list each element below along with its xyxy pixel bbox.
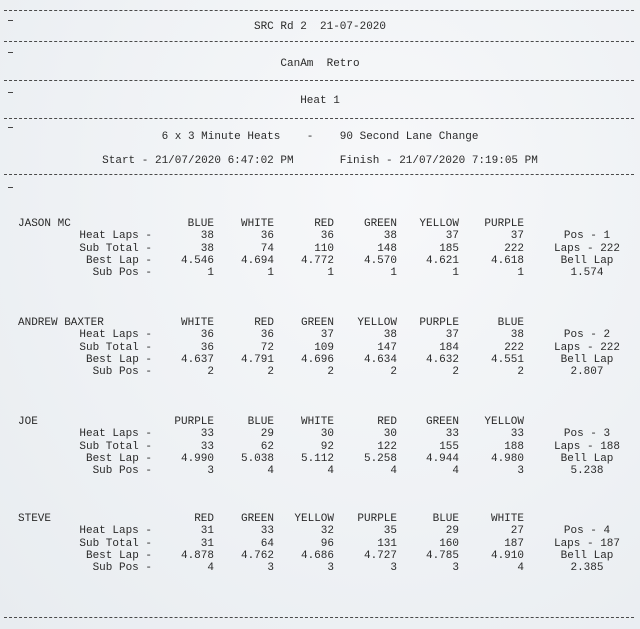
sub-pos-cell: 3	[452, 562, 459, 575]
best-lap-cell: 5.038	[240, 452, 274, 465]
pos-summary: Pos - 1	[563, 230, 611, 243]
heat-laps-cell: 38	[383, 230, 397, 243]
best-lap-cell: 4.546	[180, 254, 214, 267]
sub-pos-cell: 4	[452, 465, 459, 478]
heat-title: Heat 1	[300, 95, 340, 107]
bell-lap-summary: 2.385	[570, 562, 604, 575]
best-lap-cell: 5.258	[363, 452, 397, 465]
sub-total-cell: 222	[504, 341, 524, 354]
laps-summary: Laps - 187	[553, 537, 620, 550]
heat-laps-cell: 33	[510, 428, 524, 441]
lane-header: PURPLE	[174, 416, 214, 428]
bell-label-summary: Bell Lap	[560, 549, 614, 562]
best-lap-cell: 4.878	[180, 549, 214, 562]
sub-total-cell: 110	[314, 242, 334, 255]
sub-total-cell: 64	[260, 537, 274, 550]
sub-total-cell: 155	[439, 440, 459, 453]
row-label: Best Lap -	[85, 549, 152, 562]
row-label: Sub Total -	[79, 341, 152, 354]
divider	[4, 118, 634, 119]
heat-laps-cell: 38	[383, 329, 397, 342]
sub-total-cell: 36	[200, 341, 214, 354]
sub-total-cell: 147	[377, 341, 397, 354]
lane-header: GREEN	[240, 513, 274, 525]
lane-header: YELLOW	[294, 513, 334, 525]
heat-laps-cell: 38	[510, 329, 524, 342]
sub-pos-cell: 4	[517, 562, 524, 575]
best-lap-cell: 4.694	[240, 254, 274, 267]
heat-laps-cell: 37	[445, 329, 459, 342]
best-lap-cell: 4.980	[490, 452, 524, 465]
lane-header: WHITE	[490, 513, 524, 525]
heat-laps-cell: 36	[260, 329, 274, 342]
sub-pos-cell: 3	[390, 562, 397, 575]
best-lap-cell: 4.637	[180, 353, 214, 366]
race-times: Start - 21/07/2020 6:47:02 PM Finish - 21/07/2020 7:19:05 PM	[102, 155, 538, 167]
bell-label-summary: Bell Lap	[560, 254, 614, 267]
best-lap-cell: 4.772	[300, 254, 334, 267]
laps-summary: Laps - 222	[553, 341, 620, 354]
sub-pos-cell: 3	[207, 465, 214, 478]
row-label: Sub Total -	[79, 537, 152, 550]
divider-stub	[8, 187, 13, 188]
bell-lap-summary: 1.574	[570, 267, 604, 280]
row-label: Best Lap -	[85, 452, 152, 465]
heat-laps-cell: 36	[200, 329, 214, 342]
heat-laps-cell: 37	[510, 230, 524, 243]
best-lap-cell: 4.632	[425, 353, 459, 366]
sub-total-cell: 92	[320, 440, 334, 453]
sub-pos-cell: 2	[517, 366, 524, 379]
lane-header: PURPLE	[357, 513, 397, 525]
lane-header: WHITE	[300, 416, 334, 428]
bell-lap-summary: 5.238	[570, 465, 604, 478]
row-label: Heat Laps -	[79, 525, 152, 538]
pos-summary: Pos - 2	[563, 329, 611, 342]
sub-pos-cell: 4	[327, 465, 334, 478]
sub-pos-cell: 2	[267, 366, 274, 379]
sub-pos-cell: 1	[452, 267, 459, 280]
best-lap-cell: 4.944	[425, 452, 459, 465]
driver-name: STEVE	[18, 513, 52, 525]
sub-pos-cell: 1	[327, 267, 334, 280]
driver-name: JASON MC	[18, 218, 71, 230]
divider-stub	[8, 127, 13, 128]
lane-header: BLUE	[187, 218, 214, 230]
row-label: Sub Pos -	[92, 366, 152, 379]
lane-header: PURPLE	[484, 218, 524, 230]
race-format: 6 x 3 Minute Heats - 90 Second Lane Change	[161, 131, 479, 143]
sub-total-cell: 62	[260, 440, 274, 453]
lane-header: YELLOW	[419, 218, 459, 230]
best-lap-cell: 4.791	[240, 353, 274, 366]
divider-stub	[8, 92, 13, 93]
sub-pos-cell: 2	[327, 366, 334, 379]
sub-total-cell: 122	[377, 440, 397, 453]
best-lap-cell: 4.727	[363, 549, 397, 562]
lane-header: YELLOW	[357, 317, 397, 329]
sub-pos-cell: 2	[207, 366, 214, 379]
row-label: Sub Pos -	[92, 465, 152, 478]
heat-laps-cell: 27	[510, 525, 524, 538]
sub-total-cell: 188	[504, 440, 524, 453]
sub-total-cell: 33	[200, 440, 214, 453]
sub-total-cell: 187	[504, 537, 524, 550]
sub-pos-cell: 1	[517, 267, 524, 280]
bell-label-summary: Bell Lap	[560, 353, 614, 366]
sub-total-cell: 38	[200, 242, 214, 255]
lane-header: GREEN	[363, 218, 397, 230]
best-lap-cell: 4.551	[490, 353, 524, 366]
sub-pos-cell: 2	[452, 366, 459, 379]
bell-label-summary: Bell Lap	[560, 452, 614, 465]
divider	[4, 41, 634, 42]
heat-laps-cell: 31	[200, 525, 214, 538]
sub-pos-cell: 2	[390, 366, 397, 379]
lane-header: RED	[314, 218, 334, 230]
row-label: Sub Total -	[79, 440, 152, 453]
sub-total-cell: 160	[439, 537, 459, 550]
lane-header: BLUE	[497, 317, 524, 329]
sub-pos-cell: 1	[207, 267, 214, 280]
heat-laps-cell: 32	[320, 525, 334, 538]
heat-laps-cell: 35	[383, 525, 397, 538]
best-lap-cell: 4.570	[363, 254, 397, 267]
heat-laps-cell: 29	[445, 525, 459, 538]
lane-header: WHITE	[240, 218, 274, 230]
lane-header: RED	[377, 416, 397, 428]
bell-lap-summary: 2.807	[570, 366, 604, 379]
best-lap-cell: 4.621	[425, 254, 459, 267]
heat-laps-cell: 37	[320, 329, 334, 342]
sub-total-cell: 74	[260, 242, 274, 255]
laps-summary: Laps - 222	[553, 242, 620, 255]
lane-header: GREEN	[425, 416, 459, 428]
best-lap-cell: 4.910	[490, 549, 524, 562]
row-label: Heat Laps -	[79, 329, 152, 342]
lane-header: PURPLE	[419, 317, 459, 329]
heat-laps-cell: 30	[320, 428, 334, 441]
row-label: Best Lap -	[85, 353, 152, 366]
lane-header: WHITE	[180, 317, 214, 329]
lane-header: BLUE	[247, 416, 274, 428]
pos-summary: Pos - 3	[563, 428, 611, 441]
heat-laps-cell: 33	[200, 428, 214, 441]
lane-header: YELLOW	[484, 416, 524, 428]
heat-laps-cell: 36	[320, 230, 334, 243]
sub-pos-cell: 3	[327, 562, 334, 575]
heat-laps-cell: 33	[445, 428, 459, 441]
sub-total-cell: 109	[314, 341, 334, 354]
lane-header: GREEN	[300, 317, 334, 329]
row-label: Heat Laps -	[79, 230, 152, 243]
heat-laps-cell: 29	[260, 428, 274, 441]
sub-total-cell: 184	[439, 341, 459, 354]
sub-pos-cell: 3	[267, 562, 274, 575]
sub-total-cell: 148	[377, 242, 397, 255]
lane-header: BLUE	[432, 513, 459, 525]
divider	[4, 10, 634, 11]
row-label: Sub Pos -	[92, 267, 152, 280]
lane-header: RED	[254, 317, 274, 329]
sub-pos-cell: 1	[390, 267, 397, 280]
heat-laps-cell: 33	[260, 525, 274, 538]
sub-total-cell: 131	[377, 537, 397, 550]
heat-laps-cell: 36	[260, 230, 274, 243]
lane-header: RED	[194, 513, 214, 525]
pos-summary: Pos - 4	[563, 525, 611, 538]
laps-summary: Laps - 188	[553, 440, 620, 453]
sub-pos-cell: 4	[390, 465, 397, 478]
sub-total-cell: 72	[260, 341, 274, 354]
driver-name: JOE	[18, 416, 38, 428]
sub-total-cell: 96	[320, 537, 334, 550]
row-label: Sub Pos -	[92, 562, 152, 575]
sub-pos-cell: 4	[207, 562, 214, 575]
best-lap-cell: 4.686	[300, 549, 334, 562]
divider	[4, 80, 634, 81]
best-lap-cell: 5.112	[300, 452, 334, 465]
sub-total-cell: 31	[200, 537, 214, 550]
heat-laps-cell: 30	[383, 428, 397, 441]
row-label: Sub Total -	[79, 242, 152, 255]
heat-laps-cell: 37	[445, 230, 459, 243]
sub-pos-cell: 1	[267, 267, 274, 280]
best-lap-cell: 4.696	[300, 353, 334, 366]
divider	[4, 174, 634, 175]
best-lap-cell: 4.785	[425, 549, 459, 562]
heat-laps-cell: 38	[200, 230, 214, 243]
best-lap-cell: 4.762	[240, 549, 274, 562]
best-lap-cell: 4.618	[490, 254, 524, 267]
driver-name: ANDREW BAXTER	[18, 317, 104, 329]
best-lap-cell: 4.990	[180, 452, 214, 465]
event-title: SRC Rd 2 21-07-2020	[253, 21, 387, 33]
divider	[4, 617, 634, 618]
sub-total-cell: 222	[504, 242, 524, 255]
divider-stub	[8, 52, 13, 53]
best-lap-cell: 4.634	[363, 353, 397, 366]
sub-total-cell: 185	[439, 242, 459, 255]
row-label: Heat Laps -	[79, 428, 152, 441]
sub-pos-cell: 4	[267, 465, 274, 478]
sub-pos-cell: 3	[517, 465, 524, 478]
class-title: CanAm Retro	[280, 58, 360, 70]
row-label: Best Lap -	[85, 254, 152, 267]
